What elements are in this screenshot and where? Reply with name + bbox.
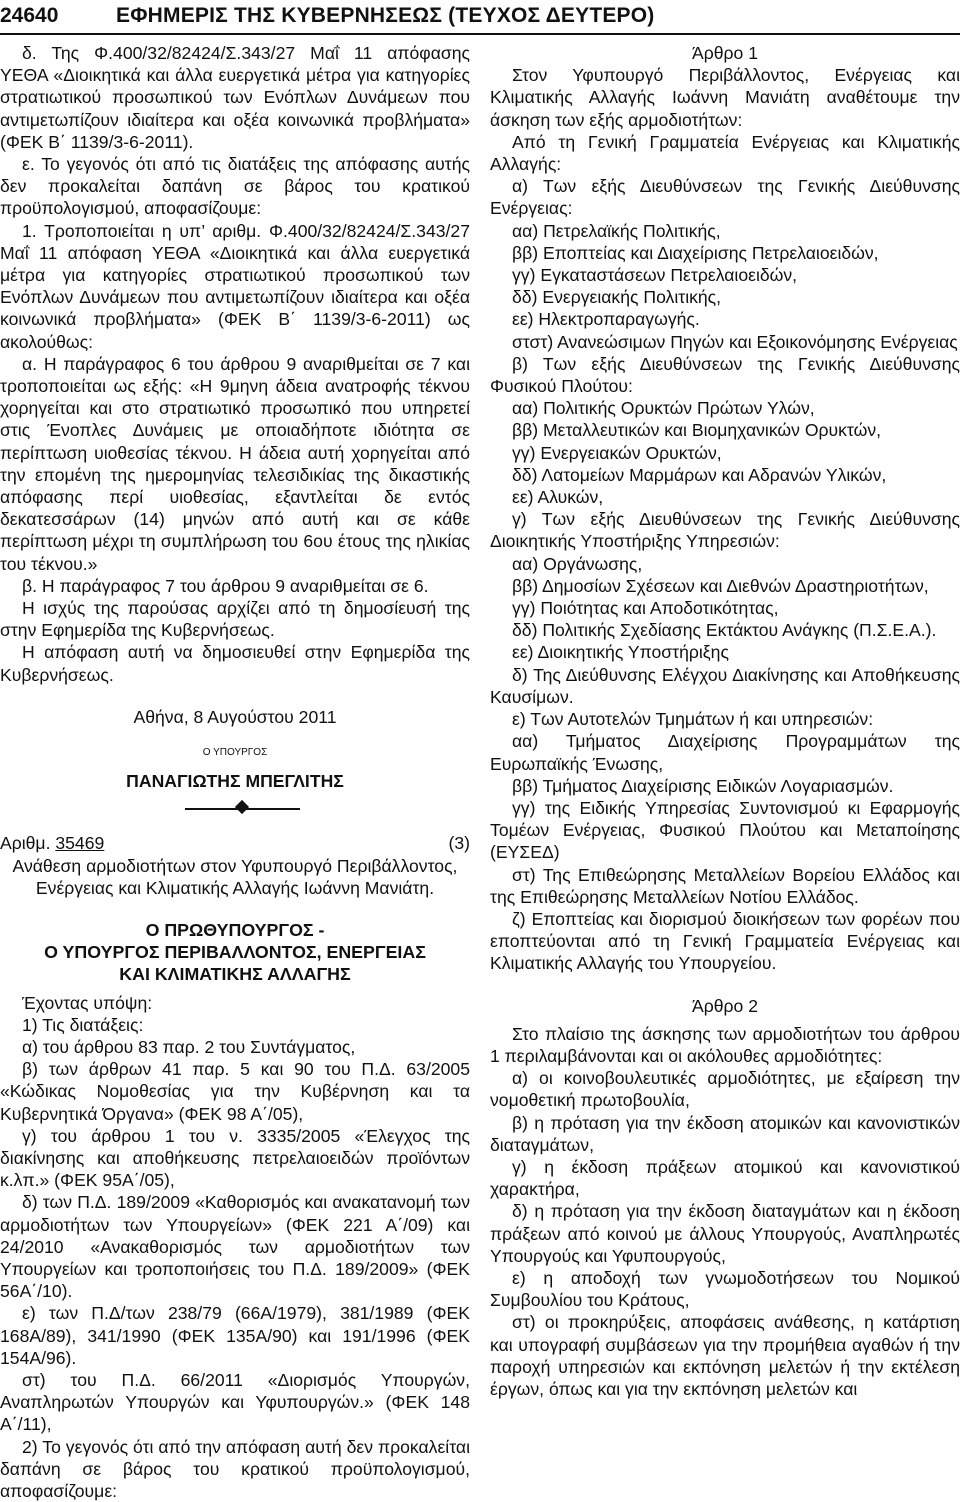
list-item: β) η πρόταση για την έκδοση ατομικών και κανονιστικών διαταγμάτων, xyxy=(490,1112,960,1155)
decision-number: 35469 xyxy=(55,833,105,854)
list-item: αα) Πετρελαϊκής Πολιτικής, xyxy=(512,220,721,241)
decision-number-row xyxy=(0,832,470,854)
left-column xyxy=(0,42,470,1502)
list-item: αα) Πολιτικής Ορυκτών Πρώτων Υλών, xyxy=(512,398,815,419)
list-item: αα) Οργάνωσης, xyxy=(512,553,643,574)
paragraph: Η ισχύς της παρούσας αρχίζει από τη δημοσίευσή της στην Εφημερίδα της Κυβερνήσεως. xyxy=(0,598,470,641)
list-item: γγ) Ποιότητας και Αποδοτικότητας, xyxy=(512,598,779,619)
right-column xyxy=(490,42,960,1400)
list-item: εε) Αλυκών, xyxy=(512,487,604,508)
list-item: γγ) της Ειδικής Υπηρεσίας Συντονισμού κι Εφαρμογής Τομέων Ενέργειας, Φυσικού Πλούτου και Μεταποίησης (ΕΥΣΕΔ) xyxy=(490,797,960,863)
paragraph: α. Η παράγραφος 6 του άρθρου 9 αναριθμείται σε 7 και τροποποιείται ως εξής: «Η 9μηνη άδεια ανατροφής τέκνου χορηγείται και στο στρατιωτικό προσωπικό που υπηρετεί στις Ένοπλες Δυνάμεις με οποιαδήποτε ιδιότητα σε περίπτωση υιοθεσίας τέκνου. Η άδεια αυτή χορηγείται από την επομένη της ημερομηνίας τελεσιδικίας της δικαστικής απόφασης περί υιοθεσίας, εξαντλείται δε εντός δεκατεσσάρων (14) μηνών από αυτή και σε κάθε περίπτωση μέχρι τη συμπλήρωση του 6ου έτους της ηλικίας του τέκνου.» xyxy=(0,353,470,574)
paragraph: Έχοντας υπόψη: xyxy=(22,992,153,1013)
paragraph: β) των άρθρων 41 παρ. 5 και 90 του Π.Δ. 63/2005 «Κώδικας Νομοθεσίας για την Κυβέρνηση και τα Κυβερνητικά Όργανα» (ΦΕΚ 98 Α΄/05), xyxy=(0,1059,470,1124)
list-item: ββ) Δημοσίων Σχέσεων και Διεθνών Δραστηριοτήτων, xyxy=(512,575,929,596)
paragraph: ε) των Π.Δ/των 238/79 (66Α/1979), 381/1989 (ΦΕΚ 168Α/89), 341/1990 (ΦΕΚ 135Α/90) και 191/1996 (ΦΕΚ 154Α/96). xyxy=(0,1303,470,1368)
paragraph: β. Η παράγραφος 7 του άρθρου 9 αναριθμείται σε 6. xyxy=(22,575,429,596)
header-rule xyxy=(0,33,960,35)
list-item: γγ) Εγκαταστάσεων Πετρελαιοειδών, xyxy=(512,265,798,286)
article-title: Άρθρο 2 xyxy=(691,995,758,1016)
authority-heading: Ο ΠΡΩΘΥΠΟΥΡΓΟΣ - xyxy=(145,919,325,940)
paragraph: ζ) Εποπτείας και διορισμού διοικήσεων των φορέων που εποπτεύονται από τη Γενική Γραμματεία Ενέργειας και Κλιματικής Αλλαγής του Υπουργείου. xyxy=(490,908,960,974)
paragraph: γ) του άρθρου 1 του ν. 3335/2005 «Έλεγχος της διακίνησης και αποθήκευσης πετρελαιοειδών προϊόντων κ.λπ.» (ΦΕΚ 95Α΄/05), xyxy=(0,1125,470,1191)
paragraph: α) του άρθρου 83 παρ. 2 του Συντάγματος, xyxy=(22,1036,356,1057)
list-item: γ) η έκδοση πράξεων ατομικού και κανονιστικού χαρακτήρα, xyxy=(490,1156,960,1200)
signature-date: Αθήνα, 8 Αυγούστου 2011 xyxy=(133,706,337,727)
list-item: δ) η πρόταση για την έκδοση διαταγμάτων και η έκδοση πράξεων από κοινού με άλλους Υπουργούς, Αναπληρωτές Υπουργούς και Υφυπουργούς, xyxy=(490,1201,960,1266)
list-item: αα) Τμήματος Διαχείρισης Προγραμμάτων της Ευρωπαϊκής Ένωσης, xyxy=(490,731,960,774)
paragraph: Στο πλαίσιο της άσκησης των αρμοδιοτήτων του άρθρου 1 περιλαμβάνονται και οι ακόλουθες αρμοδιότητες: xyxy=(490,1023,960,1066)
list-item: εε) Διοικητικής Υποστήριξης xyxy=(512,642,729,663)
list-item: ββ) Εποπτείας και Διαχείρισης Πετρελαιοειδών, xyxy=(512,242,879,263)
paragraph: δ) Της Διεύθυνσης Ελέγχου Διακίνησης και Αποθήκευσης Καυσίμων. xyxy=(490,664,960,707)
decision-sequence: (3) xyxy=(448,833,470,854)
gazette-title: ΕΦΗΜΕΡΙΣ ΤΗΣ ΚΥΒΕΡΝΗΣΕΩΣ (ΤΕΥΧΟΣ ΔΕΥΤΕΡΟ) xyxy=(116,4,655,27)
paragraph: Από τη Γενική Γραμματεία Ενέργειας και Κλιματικής Αλλαγής: xyxy=(490,131,960,175)
authority-heading: Ο ΥΠΟΥΡΓΟΣ ΠΕΡΙΒΑΛΛΟΝΤΟΣ, ΕΝΕΡΓΕΙΑΣ xyxy=(44,942,426,963)
paragraph: στ) του Π.Δ. 66/2011 «Διορισμός Υπουργών, Αναπληρωτών Υπουργών και Υφυπουργών.» (ΦΕΚ 148 Α΄/11), xyxy=(0,1369,470,1435)
list-item: δδ) Πολιτικής Σχεδίασης Εκτάκτου Ανάγκης (Π.Σ.Ε.Α.). xyxy=(512,620,937,641)
list-item: ββ) Τμήματος Διαχείρισης Ειδικών Λογαριασμών. xyxy=(512,775,894,796)
signature-name: ΠΑΝΑΓΙΩΤΗΣ ΜΠΕΓΛΙΤΗΣ xyxy=(126,771,344,792)
paragraph: στ) Της Επιθεώρησης Μεταλλείων Βορείου Ελλάδος και της Επιθεώρησης Μεταλλείων Νοτίου Ελλάδος. xyxy=(490,864,960,907)
decision-number-prefix: Αριθμ. xyxy=(0,833,56,854)
list-item: ε) η αποδοχή των γνωμοδοτήσεων του Νομικού Συμβουλίου του Κράτους, xyxy=(490,1267,960,1311)
list-item: στστ) Ανανεώσιμων Πηγών και Εξοικονόμησης Ενέργειας xyxy=(512,331,958,352)
paragraph: 2) Το γεγονός ότι από την απόφαση αυτή δεν προκαλείται δαπάνη σε βάρος του κρατικού προϋπολογισμού, αποφασίζουμε: xyxy=(0,1436,470,1501)
list-item: δδ) Λατομείων Μαρμάρων και Αδρανών Υλικών, xyxy=(512,464,887,485)
paragraph: 1) Τις διατάξεις: xyxy=(22,1014,144,1035)
list-item: α) οι κοινοβουλευτικές αρμοδιότητες, με εξαίρεση την νομοθετική πρωτοβουλία, xyxy=(490,1068,960,1111)
paragraph: ε) Των Αυτοτελών Τμημάτων ή και υπηρεσιών: xyxy=(512,709,874,730)
decision-title: Ανάθεση αρμοδιοτήτων στον Υφυπουργό Περιβάλλοντος, Ενέργειας και Κλιματικής Αλλαγής Ιωάννη Μανιάτη. xyxy=(12,855,458,898)
diamond-icon xyxy=(235,800,249,814)
article-title: Άρθρο 1 xyxy=(691,43,758,63)
paragraph: δ. Της Φ.400/32/82424/Σ.343/27 Μαΐ 11 απόφασης ΥΕΘΑ «Διοικητικά και άλλα ευεργετικά μέτρα για κατηγορίες στρατιωτικού προσωπικού των Ενόπλων Δυνάμεων που αντιμετωπίζουν ιδιαίτερα και οξέα κοινωνικά προβλήματα» (ΦΕΚ Β΄ 1139/3-6-2011). xyxy=(0,43,470,152)
paragraph: α) Των εξής Διευθύνσεων της Γενικής Διεύθυνσης Ενέργειας: xyxy=(490,176,960,219)
paragraph: Η απόφαση αυτή να δημοσιευθεί στην Εφημερίδα της Κυβερνήσεως. xyxy=(0,642,470,685)
authority-heading: ΚΑΙ ΚΛΙΜΑΤΙΚΗΣ ΑΛΛΑΓΗΣ xyxy=(119,964,351,985)
list-item: στ) οι προκηρύξεις, αποφάσεις ανάθεσης, η κατάρτιση και υπογραφή συμβάσεων για την προμήθεια αγαθών ή την παροχή υπηρεσιών και εκπόνηση μελετών ή την εκτέλεση έργων, όπως και για την εκπόνηση μελετών και xyxy=(490,1312,960,1399)
list-item: εε) Ηλεκτροπαραγωγής. xyxy=(512,309,700,330)
paragraph: 1. Τροποποιείται η υπ’ αριθμ. Φ.400/32/82424/Σ.343/27 Μαΐ 11 απόφαση ΥΕΘΑ «Διοικητικά και άλλα ευεργετικά μέτρα για κατηγορίες στρατιωτικού προσωπικού των Ενόπλων Δυνάμεων που αντιμετωπίζουν ιδιαίτερα και οξέα κοινωνικά προβλήματα» (ΦΕΚ Β΄ 1139/3-6-2011) ως ακολούθως: xyxy=(0,220,470,352)
paragraph: γ) Των εξής Διευθύνσεων της Γενικής Διεύθυνσης Διοικητικής Υποστήριξης Υπηρεσιών: xyxy=(490,509,960,552)
paragraph: ε. Το γεγονός ότι από τις διατάξεις της απόφασης αυτής δεν προκαλείται δαπάνη σε βάρος του κρατικού προϋπολογισμού, αποφασίζουμε: xyxy=(0,154,470,219)
list-item: γγ) Ενεργειακών Ορυκτών, xyxy=(512,442,722,463)
list-item: ββ) Μεταλλευτικών και Βιομηχανικών Ορυκτών, xyxy=(512,420,882,441)
page-number: 24640 xyxy=(0,4,59,27)
paragraph: δ) των Π.Δ. 189/2009 «Καθορισμός και ανακατανομή των αρμοδιοτήτων των Υπουργείων» (ΦΕΚ 221 Α΄/09) και 24/2010 «Ανακαθορισμός των αρμοδιοτήτων των Υπουργείων και τροποποιήσεις του Π.Δ. 189/2009» (ΦΕΚ 56Α΄/10). xyxy=(0,1192,470,1302)
paragraph: Στον Υφυπουργό Περιβάλλοντος, Ενέργειας και Κλιματικής Αλλαγής Ιωάννη Μανιάτη αναθέτουμε την άσκηση των εξής αρμοδιοτήτων: xyxy=(490,65,960,130)
paragraph: β) Των εξής Διευθύνσεων της Γενικής Διεύθυνσης Φυσικού Πλούτου: xyxy=(490,353,960,397)
section-divider xyxy=(0,798,470,820)
page-header xyxy=(0,0,960,34)
signature-role: Ο ΥΠΟΥΡΓΟΣ xyxy=(202,747,268,759)
list-item: δδ) Ενεργειακής Πολιτικής, xyxy=(512,287,722,308)
